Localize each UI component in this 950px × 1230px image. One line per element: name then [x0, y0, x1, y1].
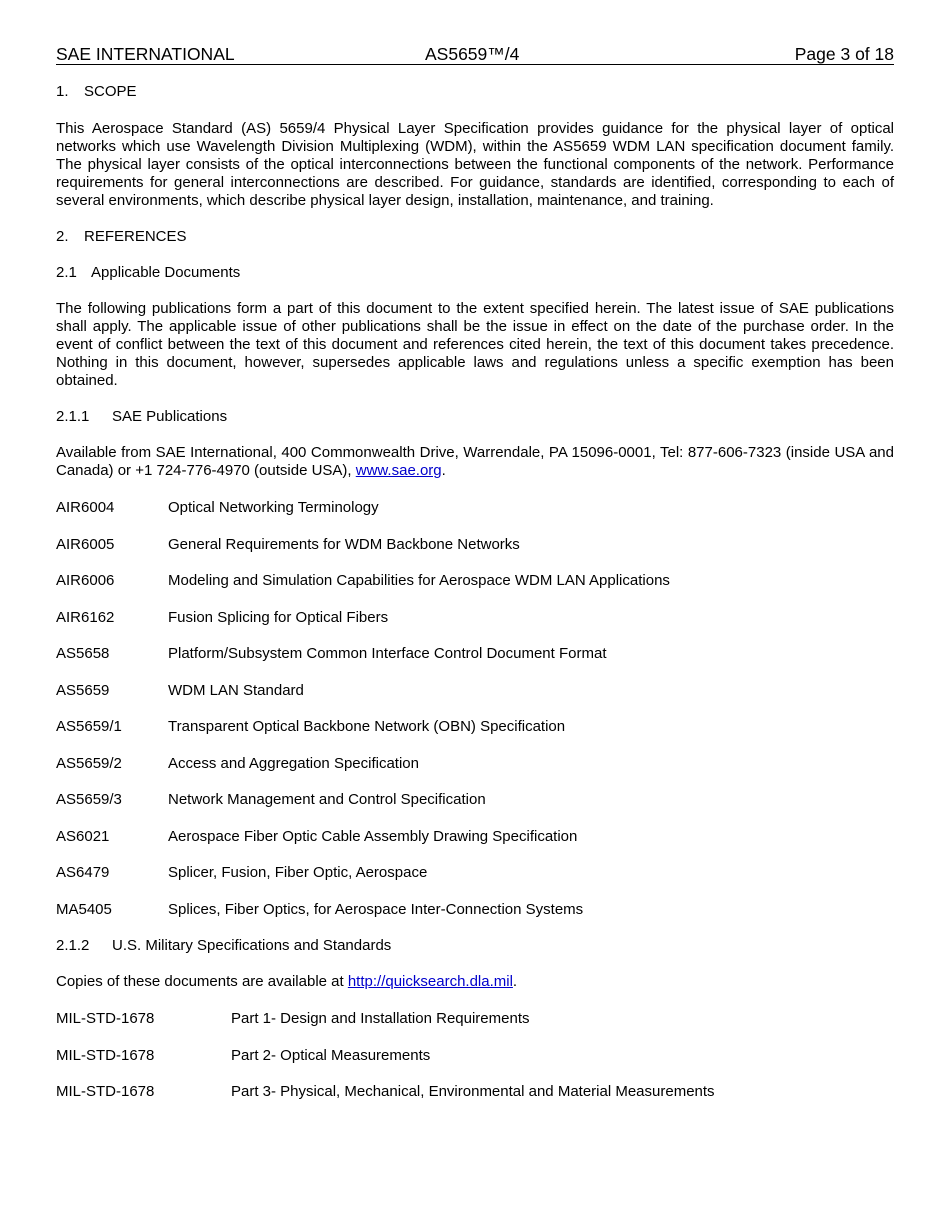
reference-title: Modeling and Simulation Capabilities for Aerospace WDM LAN Applications [168, 572, 670, 589]
sae-availability-text: Available from SAE International, 400 Commonwealth Drive, Warrendale, PA 15096-0001, Tel: 877-606-7323 (inside USA and Canada) or +1 724-776-4970 (outside USA), [56, 444, 894, 479]
section-number: 2.1.1 [56, 408, 90, 425]
section-title: REFERENCES [84, 228, 187, 245]
page-header [56, 44, 894, 65]
sae-website-link[interactable]: www.sae.org [355, 462, 442, 479]
applicable-paragraph: The following publications form a part of this document to the extent specified herein. The latest issue of SAE publications shall apply. The applicable issue of other publications shall be the issue in effect on the date of the purchase order. In the event of conflict between the text of this document and references cited herein, the text of this document takes precedence. Nothing in this document, however, supersedes applicable laws and regulations unless a specific exemption has been obtained. [56, 300, 894, 389]
section-number: 1. [56, 83, 69, 100]
section-number: 2. [56, 228, 69, 245]
header-org: SAE INTERNATIONAL [56, 44, 235, 64]
reference-title: General Requirements for WDM Backbone Networks [168, 535, 520, 553]
section-number: 2.1.2 [56, 937, 90, 954]
reference-id: AS5659 [56, 681, 110, 699]
reference-title: Aerospace Fiber Optic Cable Assembly Drawing Specification [168, 827, 578, 845]
reference-title: WDM LAN Standard [168, 681, 304, 699]
section-sae-publications-heading [56, 408, 227, 426]
military-availability-paragraph: Copies of these documents are available at http://quicksearch.dla.mil. [56, 973, 518, 990]
reference-title: Part 1- Design and Installation Requirements [231, 1010, 530, 1027]
reference-id: MA5405 [56, 900, 112, 918]
reference-id: AS5659/3 [56, 791, 122, 808]
section-title: Applicable Documents [91, 264, 241, 281]
reference-title: Network Management and Control Specification [168, 791, 486, 808]
section-title: SAE Publications [112, 408, 228, 425]
reference-title: Fusion Splicing for Optical Fibers [168, 608, 389, 626]
reference-id: AS6021 [56, 827, 110, 845]
section-scope-heading [56, 83, 137, 101]
reference-title: Part 2- Optical Measurements [231, 1046, 431, 1064]
reference-id: MIL-STD-1678 [56, 1046, 155, 1064]
section-number: 2.1 [56, 264, 77, 281]
reference-id: AIR6006 [56, 572, 115, 589]
reference-title: Transparent Optical Backbone Network (OBN) Specification [168, 718, 566, 735]
reference-title: Splicer, Fusion, Fiber Optic, Aerospace [168, 864, 428, 881]
section-title: SCOPE [84, 83, 137, 100]
section-applicable-heading [56, 264, 240, 282]
quicksearch-link[interactable]: http://quicksearch.dla.mil [347, 973, 513, 990]
header-page-number: Page 3 of 18 [794, 44, 894, 64]
section-title: U.S. Military Specifications and Standards [112, 937, 392, 954]
scope-paragraph: This Aerospace Standard (AS) 5659/4 Physical Layer Specification provides guidance for the physical layer of optical networks which use Wavelength Division Multiplexing (WDM), within the AS5659 WDM LAN specification document family. The physical layer consists of the optical interconnections between the functional components of the network. Performance requirements for general interconnections are described. For guidance, standards are identified, corresponding to each of several environments, which describe physical layer design, installation, maintenance, and training. [56, 120, 894, 209]
reference-id: AS5659/2 [56, 754, 122, 772]
sae-availability-paragraph: Available from SAE International, 400 Commonwealth Drive, Warrendale, PA 15096-0001, Tel: 877-606-7323 (inside USA and Canada) or +1 724-776-4970 (outside USA), www.sae.org. [56, 444, 894, 479]
section-references-heading [56, 228, 187, 246]
reference-id: AS5659/1 [56, 718, 122, 735]
military-availability-text: Copies of these documents are available at [56, 973, 348, 990]
reference-id: AS6479 [56, 864, 110, 881]
section-military-specs-heading [56, 937, 391, 955]
reference-id: MIL-STD-1678 [56, 1010, 155, 1027]
reference-id: AS5658 [56, 645, 110, 662]
reference-title: Access and Aggregation Specification [168, 754, 419, 772]
reference-title: Splices, Fiber Optics, for Aerospace Inter-Connection Systems [168, 900, 584, 918]
reference-id: AIR6162 [56, 608, 115, 626]
reference-title: Part 3- Physical, Mechanical, Environmental and Material Measurements [231, 1083, 715, 1100]
reference-id: AIR6005 [56, 535, 115, 553]
reference-title: Platform/Subsystem Common Interface Control Document Format [168, 645, 607, 662]
reference-id: AIR6004 [56, 499, 115, 516]
reference-id: MIL-STD-1678 [56, 1083, 155, 1100]
header-doc-number: AS5659™/4 [425, 44, 520, 64]
reference-title: Optical Networking Terminology [168, 499, 379, 516]
